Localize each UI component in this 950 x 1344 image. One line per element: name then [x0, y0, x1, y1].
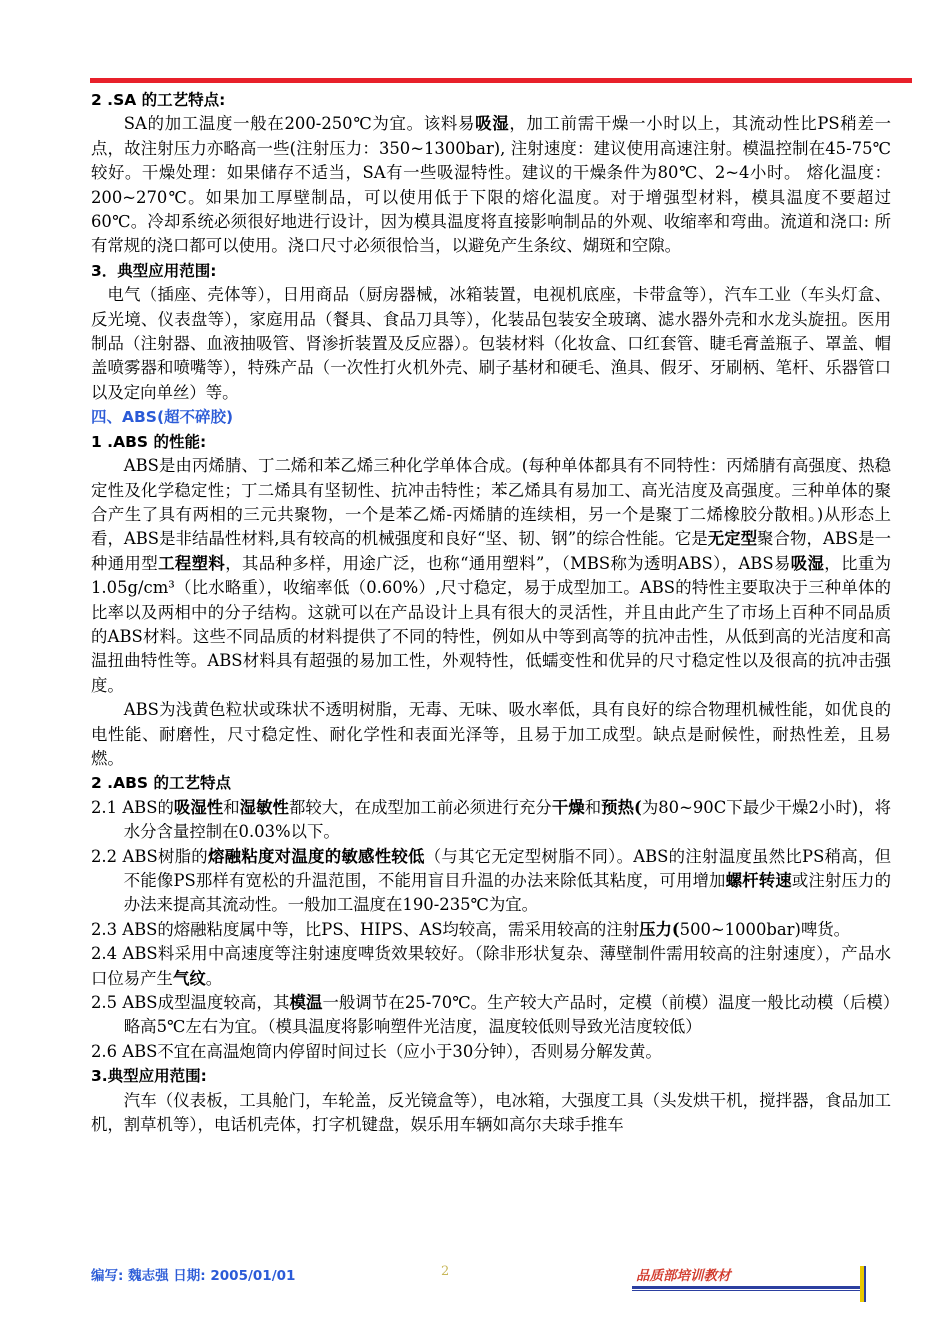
list-item: 2.1 ABS的吸湿性和湿敏性都较大，在成型加工前必须进行充分干燥和预热(为80~90C下最少干燥2小时)，将水分含量控制在0.03%以下。	[91, 797, 892, 842]
header-rule	[90, 78, 912, 83]
section-heading-sa-applications: 3．典型应用范围:	[91, 261, 217, 280]
footer-author: 编写: 魏志强 日期: 2005/01/01	[91, 1268, 296, 1284]
paragraph-sa-applications: 电气（插座、壳体等），日用商品（厨房器械，冰箱装置，电视机底座，卡带盒等），汽车工业（车头灯盒、反光境、仪表盘等），家庭用品（餐具、食品刀具等），化装品包装安全玻璃、滤水器外壳和水龙头旋扭。医用制品（注射器、血液抽吸管、肾渗折装置及反应器）。包装材料（化妆盒、口红套管、睫毛膏盖瓶子、罩盖、帽盖喷雾器和喷嘴等），特殊产品（一次性打火机外壳、刷子基材和硬毛、渔具、假牙、牙刷柄、笔杆、乐器管口以及定向单丝）等。	[91, 285, 891, 402]
section-heading-abs-process: 2 .ABS 的工艺特点	[91, 774, 231, 793]
paragraph-sa-process: SA的加工温度一般在200-250℃为宜。该料易吸湿，加工前需干燥一小时以上，其流动性比PS稍差一点，故注射压力亦略高一些(注射压力：350~1300bar), 注射速度：建议使用高速注射。模温控制在45-75℃较好。干燥处理：如果储存不适当，SA有一些吸湿特性。建议的干燥条件为80℃、2~4小时。 熔化温度：200~270℃。如果加工厚壁制品，可以使用低于下限的熔化温度。对于增强型材料，模具温度不要超过60℃。冷却系统必须很好地进行设计，因为模具温度将直接影响制品的外观、收缩率和弯曲。流道和浇口: 所有常规的浇口都可以使用。浇口尺寸必须很恰当，以避免产生条纹、煳斑和空隙。	[91, 114, 891, 256]
page-number: 2	[441, 1264, 450, 1279]
chapter-title-abs: 四、ABS(超不碎胶)	[91, 408, 234, 427]
page-footer	[91, 1264, 891, 1288]
list-item: 2.6 ABS不宜在高温炮筒内停留时间过长（应小于30分钟），否则易分解发黄。	[91, 1041, 662, 1061]
list-item: 2.5 ABS成型温度较高，其模温一般调节在25-70℃。生产较大产品时，定模（前模）温度一般比动模（后模）略高5℃左右为宜。（模具温度将影响塑件光洁度，温度较低则导致光洁度较低）	[91, 993, 892, 1037]
paragraph-abs-appearance: ABS为浅黄色粒状或珠状不透明树脂，无毒、无味、吸水率低，具有良好的综合物理机械性能，如优良的电性能、耐磨性，尺寸稳定性、耐化学性和表面光泽等，且易于加工成型。缺点是耐候性，耐热性差，且易燃。	[91, 700, 891, 768]
footer-rule	[632, 1286, 863, 1289]
paragraph-abs-properties: ABS是由丙烯腈、丁二烯和苯乙烯三种化学单体合成。(每种单体都具有不同特性：丙烯腈有高强度、热稳定性及化学稳定性；丁二烯具有坚韧性、抗冲击特性；苯乙烯具有易加工、高光洁度及高强度。三种单体的聚合产生了具有两相的三元共聚物，一个是苯乙烯-丙烯腈的连续相，另一个是聚丁二烯橡胶分散相。)从形态上看，ABS是非结晶性材料,具有较高的机械强度和良好“坚、韧、钢”的综合性能。它是无定型聚合物，ABS是一种通用型工程塑料，其品种多样，用途广泛，也称“通用塑料”，（MBS称为透明ABS），ABS易吸湿，比重为1.05g/cm³（比水略重），收缩率低（0.60%）,尺寸稳定，易于成型加工。ABS的特性主要取决于三种单体的比率以及两相中的分子结构。这就可以在产品设计上具有很大的灵活性，并且由此产生了市场上百种不同品质的ABS材料。这些不同品质的材料提供了不同的特性，例如从中等到高等的抗冲击性，从低到高的光洁度和高温扭曲特性等。ABS材料具有超强的易加工性，外观特性，低蠕变性和优异的尺寸稳定性以及很高的抗冲击强度。	[91, 456, 892, 695]
list-item: 2.2 ABS树脂的熔融粘度对温度的敏感性较低（与其它无定型树脂不同）。ABS的注射温度虽然比PS稍高，但不能像PS那样有宽松的升温范围，不能用盲目升温的办法来除低其粘度，可用增加螺杆转速或注射压力的办法来提高其流动性。一般加工温度在190-235℃为宜。	[91, 846, 892, 915]
list-item: 2.3 ABS的熔融粘度属中等，比PS、HIPS、AS均较高，需采用较高的注射压力(500~1000bar)啤货。	[91, 919, 851, 939]
section-heading-sa-process: 2 .SA 的工艺特点:	[91, 91, 226, 109]
footer-rule-thin	[632, 1290, 863, 1291]
section-heading-abs-properties: 1 .ABS 的性能:	[91, 432, 207, 451]
document-body	[91, 88, 891, 1137]
footer-department: 品质部培训教材	[636, 1268, 731, 1284]
section-heading-abs-applications: 3.典型应用范围:	[91, 1067, 207, 1086]
list-item: 2.4 ABS料采用中高速度等注射速度啤货效果较好。（除非形状复杂、薄壁制件需用较高的注射速度），产品水口位易产生气纹。	[91, 944, 891, 988]
footer-accent-bar-blue	[864, 1266, 866, 1302]
paragraph-abs-applications: 汽车（仪表板，工具舱门，车轮盖，反光镜盒等），电冰箱，大强度工具（头发烘干机，搅拌器，食品加工机，割草机等），电话机壳体，打字机键盘，娱乐用车辆如高尔夫球手推车	[91, 1090, 891, 1135]
